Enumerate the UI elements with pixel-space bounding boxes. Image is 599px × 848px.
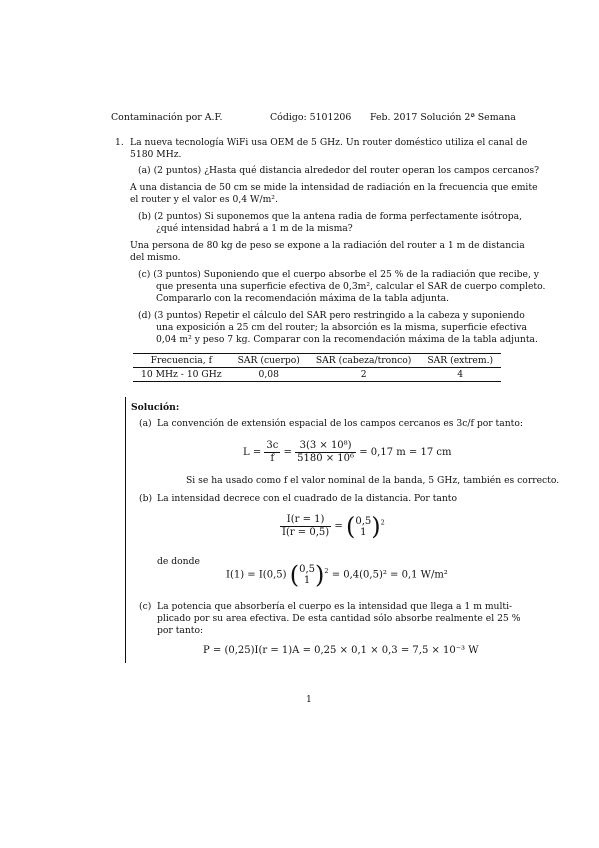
sar-header-extremities: SAR (extrem.) xyxy=(419,354,501,368)
problem-number: 1. xyxy=(115,137,124,148)
question-c-line2: que presenta una superficie efectiva de 0,3m², calcular el SAR de cuerpo completo. xyxy=(156,281,546,292)
eq-a-fraction1-den: f xyxy=(270,453,275,464)
eq-a-fraction2-num: 3(3 × 10⁸) xyxy=(295,440,356,453)
eq-b1-fraction xyxy=(280,514,331,539)
problem-text2-line1: A una distancia de 50 cm se mide la intensidad de radiación en la frecuencia que emite xyxy=(130,182,538,193)
sar-cell-head-trunk: 2 xyxy=(308,368,420,382)
header-course: Contaminación por A.F. xyxy=(111,112,223,123)
question-b-line2: ¿qué intensidad habrá a 1 m de la misma? xyxy=(156,223,353,234)
eq-b1-paren-den: 1 xyxy=(360,526,367,538)
eq-a-lhs: L = xyxy=(243,447,262,458)
problem-text2-line2: el router y el valor es 0,4 W/m². xyxy=(130,194,278,205)
eq-a-fraction2-den: 5180 × 10⁶ xyxy=(297,453,355,464)
solution-title: Solución: xyxy=(131,402,180,413)
eq-a-rhs: = 0,17 m = 17 cm xyxy=(359,447,452,458)
solution-c-text-line1: La potencia que absorbería el cuerpo es la intensidad que llega a 1 m multi- xyxy=(157,601,513,612)
question-c-line3: Compararlo con la recomendación máxima de la tabla adjunta. xyxy=(156,293,450,304)
sar-header-head-trunk: SAR (cabeza/tronco) xyxy=(308,354,420,368)
sar-header-frequency: Frecuencia, f xyxy=(133,354,230,368)
sar-table-row xyxy=(133,368,501,382)
sar-cell-extremities: 4 xyxy=(419,368,501,382)
solution-b-label: (b) xyxy=(139,493,153,504)
solution-b-text: La intensidad decrece con el cuadrado de la distancia. Por tanto xyxy=(157,493,458,504)
eq-a-fraction1-num: 3c xyxy=(266,440,279,451)
solution-c-text-line3: por tanto: xyxy=(157,625,204,636)
solution-c-equation: P = (0,25)I(r = 1)A = 0,25 × 0,1 × 0,3 = 7,5 × 10⁻³ W xyxy=(203,645,479,656)
header-code: Código: 5101206 xyxy=(270,112,352,123)
eq-b2-lhs: I(1) = I(0,5) xyxy=(226,569,287,581)
page-number: 1 xyxy=(306,694,312,705)
solution-a-equation xyxy=(243,440,451,465)
solution-a-label: (a) xyxy=(139,418,152,429)
problem-intro-line2: 5180 MHz. xyxy=(130,149,182,160)
eq-a-fraction2 xyxy=(295,440,356,465)
eq-b2-rhs: = 0,4(0,5)² = 0,1 W/m² xyxy=(331,569,448,581)
eq-b2-paren-open: ( xyxy=(289,561,300,589)
eq-b2-paren xyxy=(299,564,315,586)
question-d-line3: 0,04 m² y peso 7 kg. Comparar con la recomendación máxima de la tabla adjunta. xyxy=(156,334,538,345)
eq-b1-paren-num: 0,5 xyxy=(355,515,372,527)
solution-b-equation1 xyxy=(280,514,385,539)
solution-b-equation2 xyxy=(226,561,448,589)
solution-c-text-line2: plicado por su area efectiva. De esta cantidad sólo absorbe realmente el 25 % xyxy=(157,613,521,624)
solution-margin-rule xyxy=(125,397,126,663)
eq-b2-paren-close: ) xyxy=(314,561,325,589)
eq-b2-exponent: 2 xyxy=(324,567,329,576)
eq-b2-paren-num: 0,5 xyxy=(299,564,315,575)
sar-cell-body: 0,08 xyxy=(230,368,308,382)
question-d-line2: una exposición a 25 cm del router; la absorción es la misma, superficie efectiva xyxy=(156,322,527,333)
eq-b1-paren-close: ) xyxy=(371,512,381,541)
solution-b-de-donde: de donde xyxy=(157,556,200,567)
sar-table-header xyxy=(133,354,501,368)
sar-header-body: SAR (cuerpo) xyxy=(230,354,308,368)
question-b-line1: (b) (2 puntos) Si suponemos que la antena radia de forma perfectamente isótropa, xyxy=(138,211,523,222)
eq-a-equals: = xyxy=(283,447,292,458)
header-session: Feb. 2017 Solución 2ª Semana xyxy=(370,112,516,123)
eq-b1-paren xyxy=(355,516,371,538)
question-d-line1: (d) (3 puntos) Repetir el cálculo del SAR pero restringido a la cabeza y suponiendo xyxy=(138,310,525,321)
question-a: (a) (2 puntos) ¿Hasta qué distancia alrededor del router operan los campos cercanos? xyxy=(138,165,540,176)
eq-b1-fraction-num: I(r = 1) xyxy=(280,514,331,527)
sar-table xyxy=(133,353,501,382)
eq-b2-paren-den: 1 xyxy=(303,575,311,586)
problem-text3-line2: del mismo. xyxy=(130,252,181,263)
solution-a-text: La convención de extensión espacial de los campos cercanos es 3c/f por tanto: xyxy=(157,418,523,429)
eq-b1-fraction-den: I(r = 0,5) xyxy=(282,527,330,538)
solution-c-label: (c) xyxy=(139,601,152,612)
eq-b1-exponent: 2 xyxy=(380,518,385,527)
eq-b1-equals: = xyxy=(334,521,343,532)
problem-text3-line1: Una persona de 80 kg de peso se expone a la radiación del router a 1 m de distancia xyxy=(130,240,525,251)
eq-a-fraction1 xyxy=(264,440,280,465)
problem-intro-line1: La nueva tecnología WiFi usa OEM de 5 GHz. Un router doméstico utiliza el canal de xyxy=(130,137,528,148)
sar-cell-frequency: 10 MHz - 10 GHz xyxy=(133,368,230,382)
question-c-line1: (c) (3 puntos) Suponiendo que el cuerpo absorbe el 25 % de la radiación que recibe, y xyxy=(138,269,539,280)
eq-b1-paren-open: ( xyxy=(345,512,356,541)
solution-a-note: Si se ha usado como f el valor nominal de la banda, 5 GHz, también es correcto. xyxy=(186,475,560,486)
